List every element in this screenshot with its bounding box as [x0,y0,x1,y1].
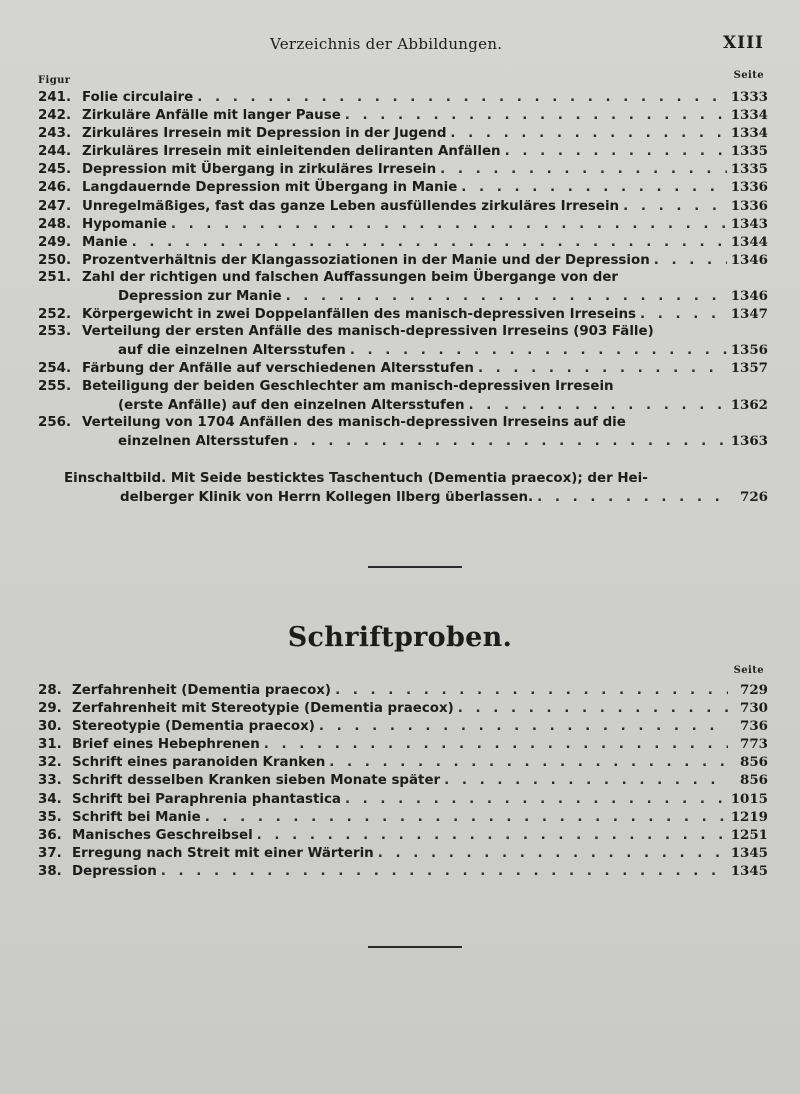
sample-title: Zerfahrenheit (Dementia praecox) [72,683,332,698]
dot-leader [440,161,727,179]
figure-number: 255. [38,378,72,394]
sample-number: 36. [38,827,62,843]
figure-page: 1334 [730,107,768,124]
figure-title: Zirkuläres Irresein mit einleitenden deliranten Anfällen [82,144,501,160]
sample-page: 1015 [730,790,768,807]
figure-title-continuation: einzelnen Altersstufen [118,433,289,449]
sample-entry [38,771,768,789]
dot-leader [345,107,727,125]
figure-number: 249. [38,234,72,250]
figure-number: 253. [38,324,72,340]
page-number: XIII [722,33,764,53]
sample-entry [38,753,768,771]
figure-title: Zirkuläre Anfälle mit langer Pause [82,108,341,124]
column-label-seite: Seite [733,70,764,81]
figure-entry [38,378,768,414]
sample-number: 28. [38,683,62,698]
figure-page: 1346 [730,288,768,305]
figure-title-continuation: auf die einzelnen Altersstufen [118,343,346,359]
sample-number: 31. [38,737,62,753]
sample-number: 29. [38,701,62,717]
figure-page: 1356 [730,342,768,359]
figure-number: 246. [38,180,72,196]
dot-leader [335,682,728,700]
figure-entry [38,124,768,142]
figure-number: 250. [38,252,72,268]
figure-number: 243. [38,126,72,142]
figure-title: Verteilung von 1704 Anfällen des manisch-depressiven Irreseins auf die [82,414,626,430]
figure-entry [38,269,768,305]
dot-leader [458,700,728,718]
sample-entry [38,699,768,717]
dot-leader [378,845,727,863]
figure-entry [38,359,768,377]
sample-number: 33. [38,773,62,789]
column-label-seite: Seite [733,665,764,676]
figure-entry [38,160,768,178]
figure-title: Verteilung der ersten Anfälle des manisch-depressiven Irreseins (903 Fälle) [82,324,654,340]
sample-page: 856 [740,754,768,771]
figure-number: 248. [38,216,72,232]
sample-page: 736 [740,718,768,735]
figure-number: 245. [38,162,72,178]
figure-page: 1335 [730,143,768,160]
section-title: Schriftproben. [287,622,513,653]
figure-page: 1362 [730,396,768,413]
dot-leader [468,397,726,415]
figure-entry [38,88,768,106]
sample-page: 773 [740,736,768,753]
dot-leader [623,198,727,216]
figure-entry [38,142,768,160]
sample-entry [38,735,768,753]
figure-entry [38,178,768,196]
figure-entry [38,197,768,215]
figure-entry [38,106,768,124]
sample-title: Schrift desselben Kranken sieben Monate später [72,773,441,789]
figure-title: Langdauernde Depression mit Übergang in Manie [82,180,458,196]
figure-entry [38,233,768,251]
figure-page: 1344 [730,233,768,250]
sample-title: Zerfahrenheit mit Stereotypie (Dementia praecox) [72,701,454,717]
sample-title: Manisches Geschreibsel [72,827,253,843]
sample-entry [38,808,768,826]
figure-entry [38,251,768,269]
insert-text-line-2: delberger Klinik von Herrn Kollegen Ilberg überlassen. [120,490,534,505]
figure-number: 256. [38,414,72,430]
sample-title: Schrift bei Paraphrenia phantastica [72,791,341,807]
figure-page: 1357 [730,360,768,377]
figure-entry [38,414,768,450]
figure-entry [38,323,768,359]
sample-title: Schrift bei Manie [72,809,201,825]
figure-number: 242. [38,108,72,124]
sample-page: 729 [740,682,768,698]
dot-leader [350,342,727,360]
dot-leader [478,360,727,378]
figure-title: Färbung der Anfälle auf verschiedenen Altersstufen [82,361,474,377]
sample-number: 34. [38,791,62,807]
sample-entry [38,844,768,862]
running-title: Verzeichnis der Abbildungen. [270,35,503,53]
dot-leader [450,125,726,143]
figure-number: 244. [38,144,72,160]
insert-plate-entry [64,470,768,507]
figure-entry [38,215,768,233]
figure-page: 1335 [730,161,768,178]
figure-title: Prozentverhältnis der Klangassoziationen in der Manie und der Depression [82,252,650,268]
figure-number: 252. [38,307,72,323]
section-divider [368,566,462,568]
figure-number: 241. [38,90,72,105]
dot-leader [171,216,727,234]
figure-title: Beteiligung der beiden Geschlechter am manisch-depressiven Irresein [82,378,614,394]
sample-number: 38. [38,863,62,879]
dot-leader [257,827,727,845]
sample-page: 1251 [730,826,768,843]
dot-leader [197,89,726,107]
figure-page: 1363 [730,432,768,449]
sample-entry [38,717,768,735]
dot-leader [161,863,727,881]
dot-leader [461,179,726,197]
figure-page: 1334 [730,125,768,142]
writing-samples-list [38,681,768,880]
figure-page: 1346 [730,251,768,268]
sample-number: 35. [38,809,62,825]
sample-title: Erregung nach Streit mit einer Wärterin [72,845,374,861]
sample-page: 1345 [730,844,768,861]
dot-leader [286,288,727,306]
sample-number: 32. [38,755,62,771]
figure-page: 1343 [730,215,768,232]
sample-page: 1219 [730,808,768,825]
figure-page: 1333 [730,89,768,105]
sample-entry [38,681,768,699]
figure-list [38,88,768,450]
dot-leader [345,791,727,809]
figure-title-continuation: (erste Anfälle) auf den einzelnen Altersstufen [118,397,465,413]
figure-title: Zahl der richtigen und falschen Auffassungen beim Übergange von der [82,269,619,285]
figure-number: 251. [38,269,72,285]
dot-leader [132,234,727,252]
figure-page: 1336 [730,179,768,196]
figure-page: 1347 [730,306,768,323]
section-divider [368,946,462,948]
sample-page: 1345 [730,862,768,879]
figure-title: Unregelmäßiges, fast das ganze Leben ausfüllendes zirkuläres Irresein [82,198,620,214]
dot-leader [293,433,727,451]
dot-leader [537,489,728,507]
sample-title: Stereotypie (Dementia praecox) [72,719,315,735]
sample-number: 30. [38,719,62,735]
figure-number: 247. [38,198,72,214]
dot-leader [329,754,728,772]
sample-page: 730 [740,700,768,717]
dot-leader [319,718,728,736]
figure-number: 254. [38,361,72,377]
dot-leader [205,809,727,827]
column-label-figur: Figur [38,75,71,86]
sample-title: Depression [72,863,157,879]
insert-page: 726 [740,489,768,505]
dot-leader [264,736,728,754]
page-header [0,33,800,57]
figure-page: 1336 [730,197,768,214]
figure-title: Folie circulaire [82,90,194,105]
sample-number: 37. [38,845,62,861]
sample-entry [38,790,768,808]
figure-entry [38,305,768,323]
insert-text-line-1: Einschaltbild. Mit Seide besticktes Taschentuch (Dementia praecox); der Hei- [64,471,648,486]
dot-leader [654,252,727,270]
figure-title-continuation: Depression zur Manie [118,289,282,305]
figure-title: Körpergewicht in zwei Doppelanfällen des manisch-depressiven Irreseins [82,307,637,323]
dot-leader [505,143,727,161]
figure-title: Manie [82,234,128,250]
figure-title: Depression mit Übergang in zirkuläres Irresein [82,162,437,178]
dot-leader [640,306,727,324]
sample-title: Brief eines Hebephrenen [72,737,260,753]
sample-page: 856 [740,772,768,789]
dot-leader [444,772,728,790]
sample-title: Schrift eines paranoiden Kranken [72,755,326,771]
figure-title: Hypomanie [82,216,167,232]
sample-entry [38,826,768,844]
figure-title: Zirkuläres Irresein mit Depression in der Jugend [82,126,447,142]
sample-entry [38,862,768,880]
